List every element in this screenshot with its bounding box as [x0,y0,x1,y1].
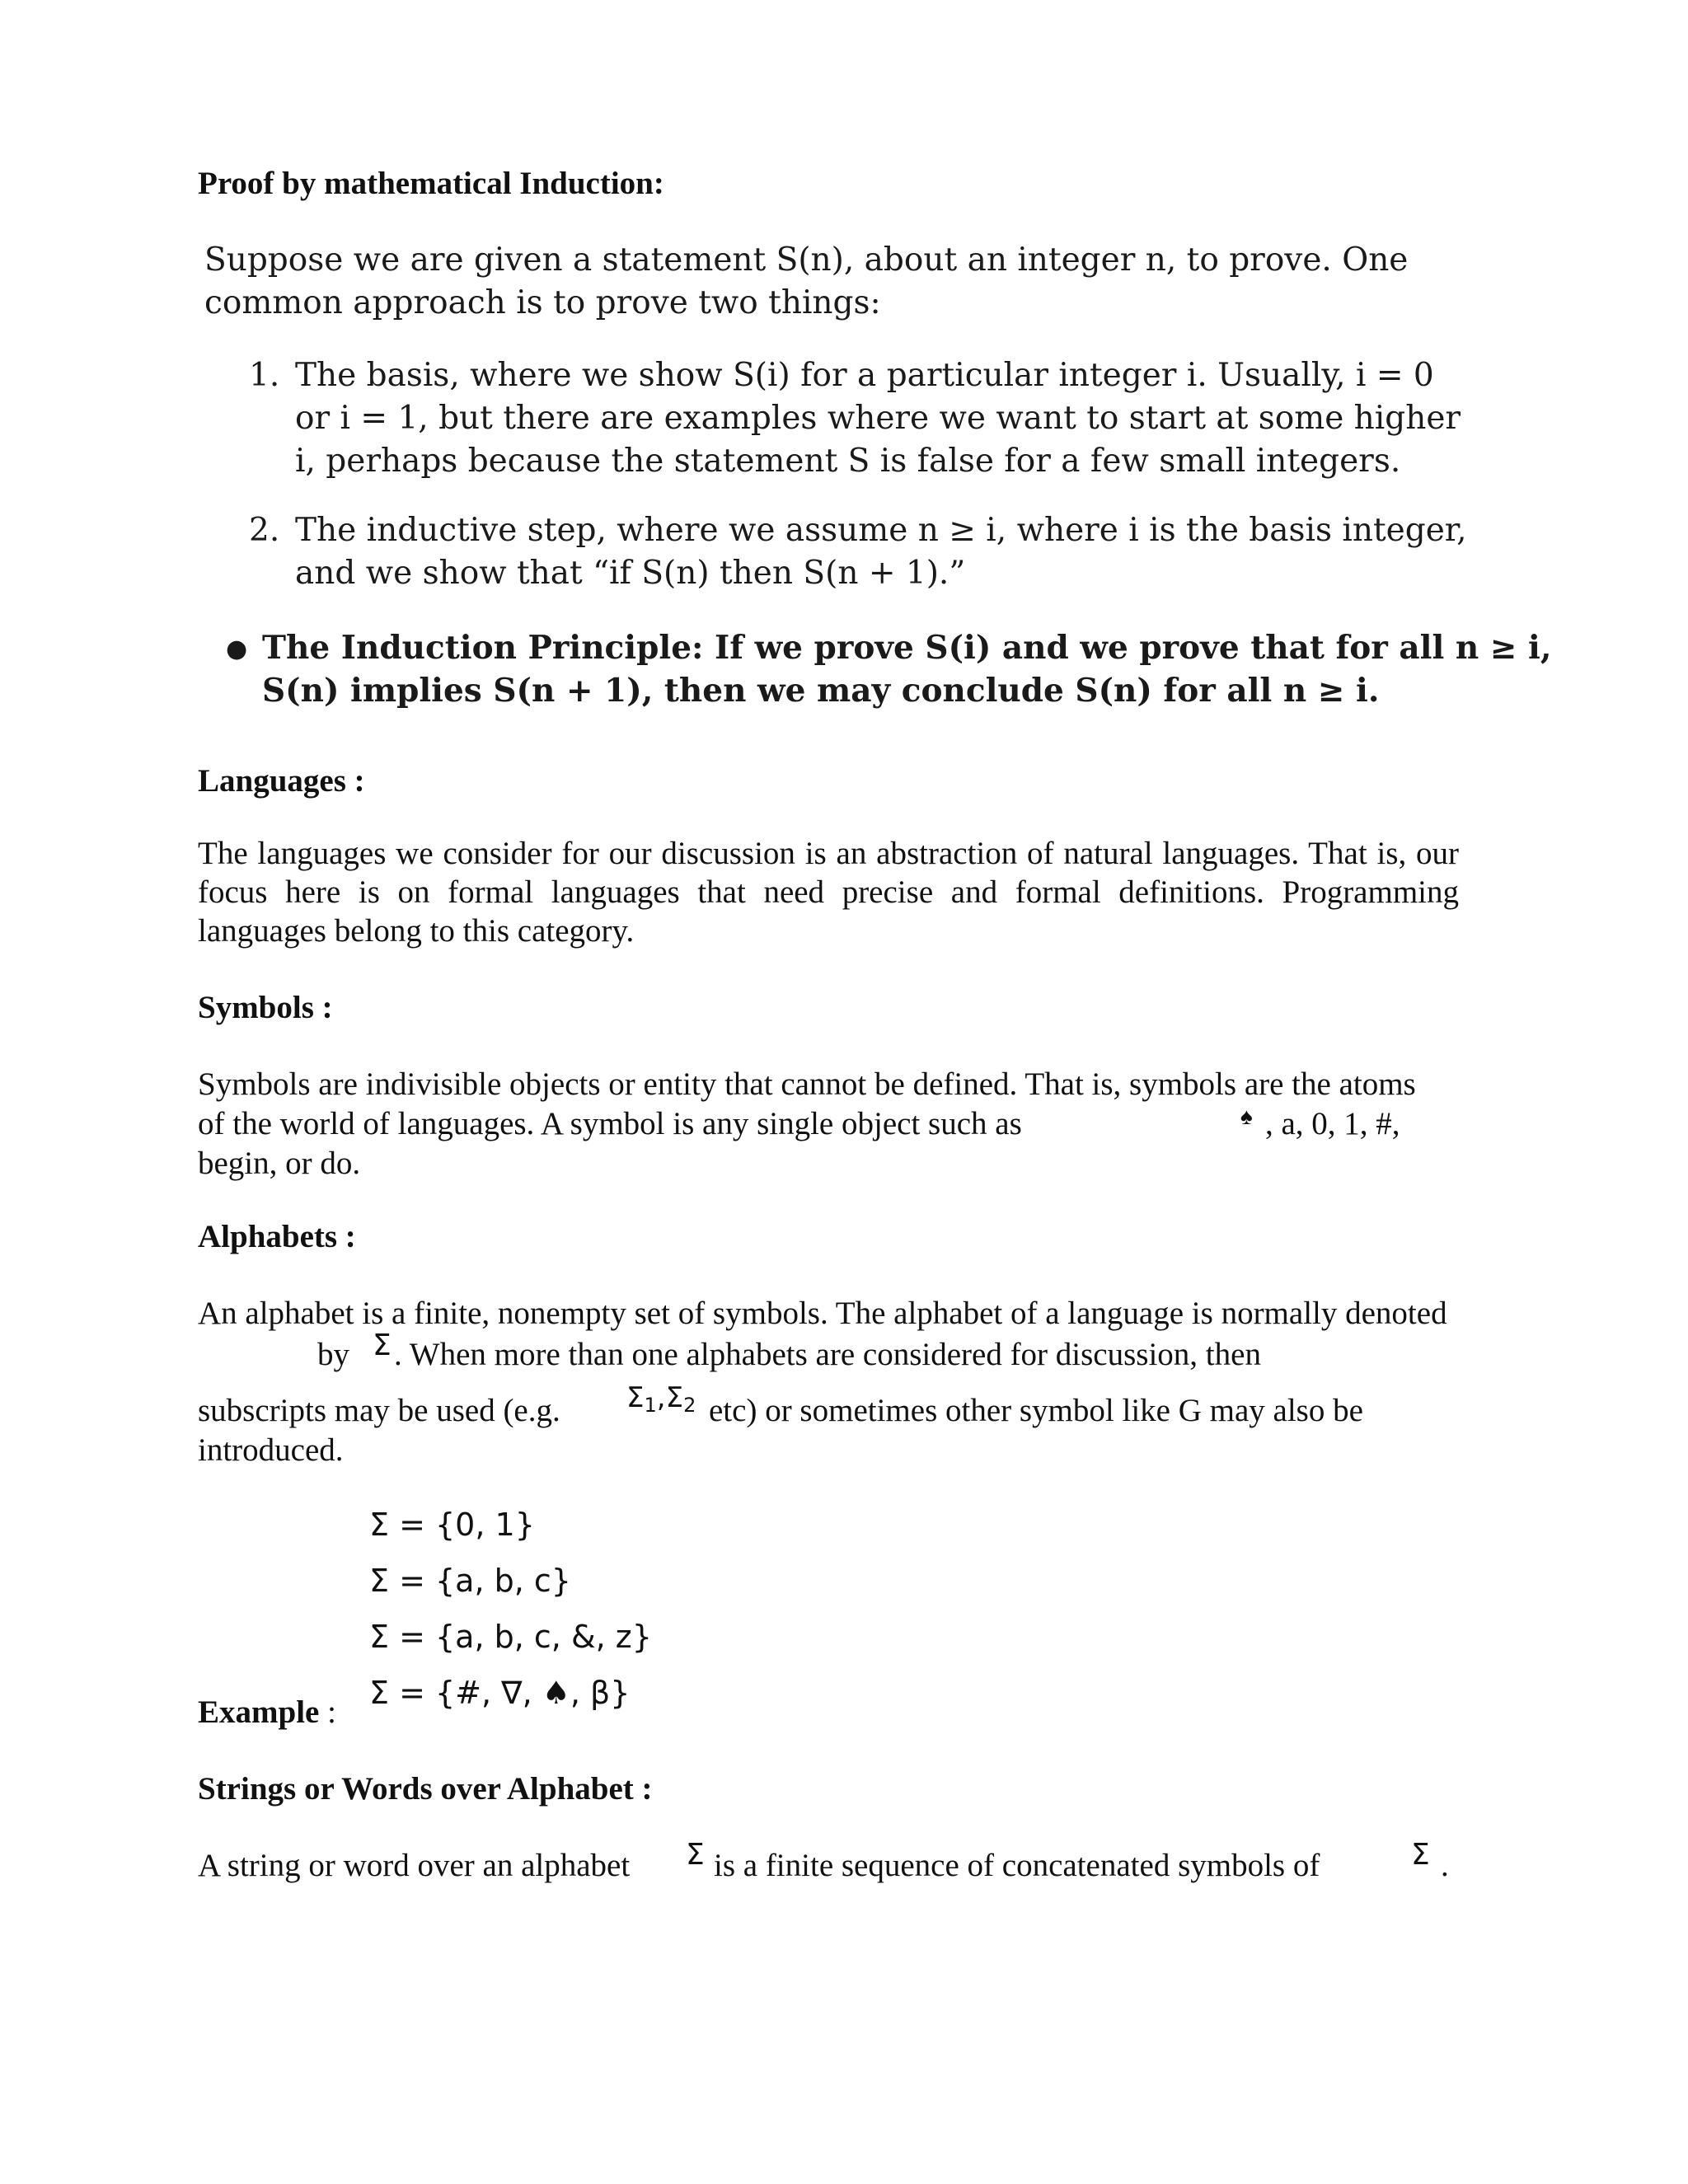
subscript-2: 2 [683,1394,696,1417]
item1-line1: The basis, where we show S(i) for a particular integer i. Usually, i = 0 [295,357,1434,394]
heading-proof-induction: Proof by mathematical Induction: [198,166,664,201]
item2-number: 2. [249,512,280,549]
strings-text-b: is a finite sequence of concatenated symbols of [714,1848,1320,1883]
heading-symbols: Symbols : [198,990,333,1025]
example-alphabet-3: Σ = {a, b, c, &, z} [369,1619,652,1655]
principle-line2: S(n) implies S(n + 1), then we may conclude S(n) for all n ≥ i. [262,672,1380,710]
alphabets-line2: . When more than one alphabets are considered for discussion, then [394,1337,1261,1372]
bullet-icon: ● [226,635,248,663]
item1-line2: or i = 1, but there are examples where we want to start at some higher [295,400,1461,437]
induction-excerpt [198,235,1552,721]
strings-end-sigma-symbol: Σ [1411,1838,1430,1872]
item1-number: 1. [249,357,280,394]
subscript-1: 1 [644,1394,657,1417]
alphabets-line4: introduced. [198,1432,344,1468]
heading-languages: Languages : [198,763,365,799]
principle-line1: The Induction Principle: If we prove S(i) and we prove that for all n ≥ i, [262,629,1552,667]
sigma-symbol: Σ [373,1329,392,1362]
comma: , [656,1381,666,1414]
strings-sigma-symbol: Σ [686,1838,705,1872]
symbols-line2: of the world of languages. A symbol is any single object such as [198,1106,1022,1141]
sigma-2-symbol: Σ [665,1381,684,1414]
example-heading: Example [198,1694,320,1730]
heading-alphabets: Alphabets : [198,1219,356,1254]
item2-line2: and we show that “if S(n) then S(n + 1).” [295,555,966,592]
alphabets-line3b: etc) or sometimes other symbol like G may also be [709,1393,1363,1428]
example-colon: : [327,1694,336,1730]
alphabets-line3a: subscripts may be used (e.g. [198,1393,560,1428]
symbols-examples: , a, 0, 1, #, [1265,1106,1400,1141]
languages-paragraph: The languages we consider for our discussion is an abstraction of natural languages. That is, our focus here is on formal languages that need precise and formal definitions. Programming languages belong to this category. [198,836,1459,949]
symbols-line1: Symbols are indivisible objects or entity that cannot be defined. That is, symbols are the atoms [198,1066,1416,1102]
excerpt-intro-line2: common approach is to prove two things: [204,284,881,321]
alphabet-examples [369,1507,781,1737]
alphabets-by: by [317,1337,349,1372]
spade-icon: ♠ [1240,1104,1253,1130]
strings-period: . [1441,1848,1449,1883]
example-alphabet-4: Σ = {#, ∇, ♠, β} [369,1675,631,1711]
example-alphabet-1: Σ = {0, 1} [369,1507,535,1543]
sigma-1-symbol: Σ [626,1381,645,1414]
example-alphabet-2: Σ = {a, b, c} [369,1563,571,1599]
item2-line1: The inductive step, where we assume n ≥ i, where i is the basis integer, [295,512,1467,549]
excerpt-intro-line1: Suppose we are given a statement S(n), about an integer n, to prove. One [204,241,1409,279]
strings-text-a: A string or word over an alphabet [198,1848,631,1883]
example-label [198,1694,336,1731]
item1-line3: i, perhaps because the statement S is false for a few small integers. [295,443,1401,480]
sigma-subscripts [626,1381,696,1417]
alphabets-line1: An alphabet is a finite, nonempty set of symbols. The alphabet of a language is normally denoted [198,1296,1447,1331]
heading-strings: Strings or Words over Alphabet : [198,1771,653,1807]
symbols-line3: begin, or do. [198,1146,361,1181]
